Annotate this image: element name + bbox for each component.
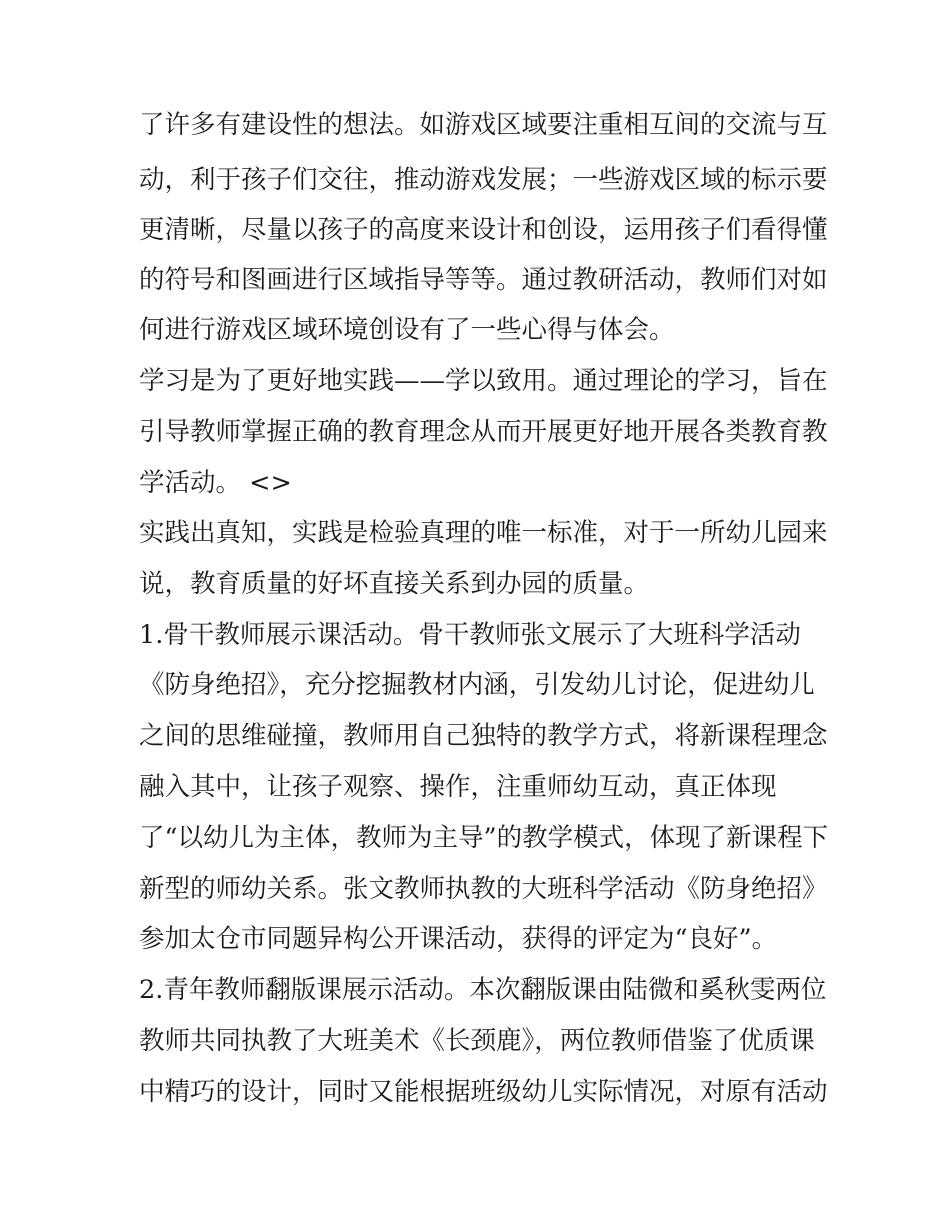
text-line: 何进行游戏区域环境创设有了一些心得与体会。 — [139, 315, 675, 345]
text-line: 更清晰，尽量以孩子的高度来设计和创设，运用孩子们看得懂 — [139, 215, 828, 245]
text-line: 说，教育质量的好坏直接关系到办园的质量。 — [139, 569, 650, 599]
text-line: 动，利于孩子们交往，推动游戏发展；一些游戏区域的标示要 — [139, 165, 828, 195]
text-line: 参加太仓市同题异构公开课活动，获得的评定为“良好”。 — [139, 924, 778, 954]
text-line: 学活动。 <> — [139, 468, 292, 498]
text-line: 1.骨干教师展示课活动。骨干教师张文展示了大班科学活动 — [139, 620, 801, 650]
text-line: 《防身绝招》，充分挖掘教材内涵，引发幼儿讨论，促进幼儿 — [139, 670, 815, 700]
text-line: 融入其中，让孩子观察、操作，注重师幼互动，真正体现 — [139, 772, 777, 802]
text-line: 新型的师幼关系。张文教师执教的大班科学活动《防身绝招》 — [139, 874, 828, 904]
text-line: 教师共同执教了大班美术《长颈鹿》，两位教师借鉴了优质课 — [139, 1026, 815, 1056]
text-line: 学习是为了更好地实践——学以致用。通过理论的学习，旨在 — [139, 366, 828, 396]
text-line: 之间的思维碰撞，教师用自己独特的教学方式，将新课程理念 — [139, 721, 828, 751]
text-line: 了许多有建设性的想法。如游戏区域要注重相互间的交流与互 — [139, 110, 828, 140]
text-line: 中精巧的设计，同时又能根据班级幼儿实际情况，对原有活动 — [139, 1077, 828, 1107]
text-line: 2.青年教师翻版课展示活动。本次翻版课由陆微和奚秋雯两位 — [139, 975, 827, 1005]
text-line: 了“以幼儿为主体，教师为主导”的教学模式，体现了新课程下 — [139, 823, 829, 853]
text-line: 的符号和图画进行区域指导等等。通过教研活动，教师们对如 — [139, 265, 828, 295]
text-line: 实践出真知，实践是检验真理的唯一标准，对于一所幼儿园来 — [139, 518, 828, 548]
text-line: 引导教师掌握正确的教育理念从而开展更好地开展各类教育教 — [139, 417, 828, 447]
